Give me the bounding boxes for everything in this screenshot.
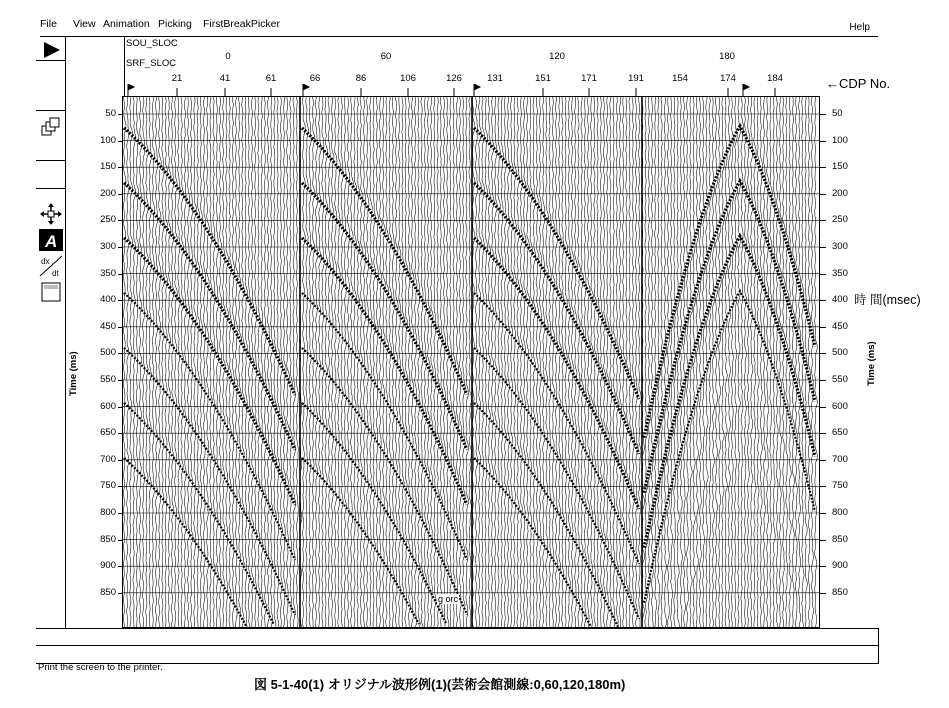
srf-sloc-label: SRF_SLOC bbox=[126, 58, 177, 69]
svg-text:A: A bbox=[45, 232, 58, 251]
seismic-trace bbox=[696, 96, 699, 627]
seismic-trace bbox=[507, 96, 510, 627]
time-tick-label: 700 bbox=[832, 453, 848, 465]
seismic-trace bbox=[376, 96, 379, 627]
seismic-trace bbox=[357, 96, 360, 627]
seismic-trace bbox=[322, 96, 325, 627]
seismic-trace bbox=[331, 96, 334, 627]
toolbar-divider bbox=[36, 60, 65, 61]
seismic-trace bbox=[488, 96, 491, 627]
seismic-trace bbox=[712, 96, 715, 627]
seismic-trace bbox=[239, 96, 242, 627]
seismic-trace bbox=[786, 96, 789, 627]
sou-sloc-label: SOU_SLOC bbox=[126, 38, 178, 49]
seismic-trace bbox=[130, 96, 133, 627]
seismic-trace bbox=[399, 96, 402, 627]
seismic-trace bbox=[539, 96, 541, 627]
seismic-trace bbox=[795, 96, 798, 627]
time-tick-label: 850 bbox=[100, 586, 116, 598]
time-tick bbox=[820, 593, 826, 594]
time-tick bbox=[820, 486, 826, 487]
seismic-trace bbox=[421, 96, 424, 627]
time-tick-label: 50 bbox=[105, 108, 116, 119]
seismic-trace bbox=[274, 96, 277, 627]
toolbar-divider bbox=[36, 110, 65, 111]
seismic-trace bbox=[386, 96, 389, 627]
time-tick-label: 200 bbox=[100, 187, 116, 199]
time-tick-label: 150 bbox=[100, 161, 116, 173]
annotate-icon[interactable] bbox=[38, 228, 64, 252]
srf-value: 61 bbox=[265, 73, 277, 84]
seismic-trace bbox=[213, 96, 216, 627]
seismic-trace bbox=[725, 96, 727, 627]
tool-palette bbox=[36, 36, 66, 629]
seismic-trace bbox=[680, 96, 683, 627]
seismic-trace bbox=[427, 96, 430, 627]
time-tick-label: 500 bbox=[832, 347, 848, 359]
play-icon[interactable] bbox=[38, 38, 64, 62]
time-tick bbox=[820, 513, 826, 514]
seismic-trace bbox=[479, 96, 482, 627]
seismic-trace bbox=[431, 96, 434, 627]
menu-firstbreakpicker[interactable]: FirstBreakPicker bbox=[203, 18, 281, 30]
seismic-trace bbox=[210, 96, 213, 627]
seismic-trace bbox=[587, 96, 590, 627]
seismic-trace bbox=[456, 96, 459, 627]
time-tick-label: 500 bbox=[100, 347, 116, 359]
seismic-trace bbox=[562, 96, 565, 627]
srf-value: 184 bbox=[767, 73, 783, 84]
seismic-trace bbox=[533, 96, 536, 627]
seismic-trace bbox=[171, 96, 174, 627]
time-tick bbox=[820, 167, 826, 168]
seismic-trace bbox=[159, 96, 162, 627]
seismic-trace bbox=[738, 96, 741, 627]
seismic-trace bbox=[223, 96, 226, 627]
seismic-trace bbox=[155, 96, 158, 627]
seismic-trace bbox=[437, 96, 440, 627]
seismic-trace bbox=[747, 96, 750, 627]
srf-value: 41 bbox=[219, 73, 231, 84]
time-tick-label: 400 bbox=[100, 294, 116, 306]
time-axis-left bbox=[66, 96, 122, 628]
seismic-trace bbox=[767, 96, 770, 627]
seismic-trace bbox=[699, 96, 701, 627]
seismic-trace bbox=[383, 96, 386, 627]
time-tick-label: 700 bbox=[100, 453, 116, 465]
seismic-trace bbox=[527, 96, 530, 627]
srf-value: 106 bbox=[400, 73, 416, 84]
seismic-trace bbox=[498, 96, 501, 627]
seismic-trace bbox=[549, 96, 551, 627]
seismic-trace bbox=[194, 96, 197, 627]
seismic-trace bbox=[664, 96, 667, 627]
seismic-trace bbox=[139, 96, 142, 627]
time-tick bbox=[820, 247, 826, 248]
seismic-trace bbox=[536, 96, 539, 627]
time-tick-label: 750 bbox=[832, 480, 848, 492]
time-tick bbox=[820, 114, 826, 115]
time-axis-right bbox=[820, 96, 880, 628]
seismic-trace bbox=[555, 96, 558, 627]
seismic-trace bbox=[568, 96, 571, 627]
seismic-trace bbox=[443, 96, 446, 627]
time-tick-label: 650 bbox=[100, 427, 116, 439]
seismic-trace bbox=[616, 96, 619, 627]
seismic-trace bbox=[283, 96, 286, 627]
toolbar-divider bbox=[36, 188, 65, 189]
status-bar: Print the screen to the printer. bbox=[38, 662, 163, 673]
seismic-trace bbox=[162, 96, 165, 627]
srf-value: 174 bbox=[720, 73, 736, 84]
message-area bbox=[36, 628, 879, 664]
time-tick-label: 200 bbox=[832, 187, 848, 199]
time-tick-label: 800 bbox=[100, 507, 116, 518]
time-tick-label: 150 bbox=[832, 161, 848, 173]
seismic-trace bbox=[607, 96, 610, 627]
time-tick bbox=[820, 353, 826, 354]
seismic-trace bbox=[584, 96, 586, 627]
srf-value: 126 bbox=[446, 73, 462, 84]
time-tick bbox=[820, 141, 826, 142]
seismic-trace bbox=[552, 96, 555, 627]
seismic-trace bbox=[191, 96, 194, 627]
move-icon[interactable] bbox=[38, 202, 64, 226]
seismic-trace bbox=[463, 96, 466, 627]
time-tick bbox=[820, 327, 826, 328]
srf-value: 171 bbox=[581, 73, 597, 84]
seismic-trace bbox=[335, 96, 337, 627]
seismic-traces bbox=[123, 96, 817, 627]
seismic-trace bbox=[216, 96, 219, 627]
reflection-events bbox=[124, 126, 815, 627]
seismic-trace bbox=[603, 96, 606, 627]
time-tick-label: 600 bbox=[100, 400, 116, 412]
seismic-trace bbox=[200, 96, 203, 627]
sou-value: 60 bbox=[380, 51, 392, 62]
seismic-trace bbox=[338, 96, 341, 627]
time-tick-label: 450 bbox=[832, 320, 848, 332]
seismic-trace bbox=[123, 96, 126, 627]
seismic-trace bbox=[264, 96, 267, 627]
sou-value: 0 bbox=[225, 51, 231, 62]
seismic-trace bbox=[152, 96, 154, 627]
seismic-trace bbox=[354, 96, 357, 627]
seismic-trace bbox=[811, 96, 813, 627]
seismic-trace bbox=[226, 96, 229, 627]
srf-value: 154 bbox=[672, 73, 688, 84]
seismic-trace bbox=[168, 96, 171, 627]
seismic-trace bbox=[415, 96, 418, 627]
seismic-trace bbox=[610, 96, 612, 627]
seismic-trace bbox=[133, 96, 136, 627]
seismic-trace bbox=[773, 96, 775, 627]
time-tick bbox=[820, 380, 826, 381]
sou-value: 180 bbox=[719, 51, 735, 62]
seismic-trace bbox=[363, 96, 366, 627]
seismic-trace bbox=[267, 96, 270, 627]
srf-value: 21 bbox=[171, 73, 183, 84]
srf-value: 131 bbox=[487, 73, 503, 84]
seismic-trace bbox=[325, 96, 328, 627]
seismic-trace bbox=[523, 96, 526, 627]
srf-value: 66 bbox=[309, 73, 321, 84]
seismic-trace bbox=[229, 96, 232, 627]
time-tick bbox=[820, 220, 826, 221]
seismic-trace bbox=[613, 96, 616, 627]
windows-icon[interactable] bbox=[38, 116, 64, 140]
seismic-trace bbox=[242, 96, 245, 627]
seismic-trace bbox=[232, 96, 235, 627]
seismic-trace bbox=[235, 96, 238, 627]
seismic-trace bbox=[741, 96, 744, 627]
seismic-trace bbox=[757, 96, 760, 627]
seismic-trace bbox=[146, 96, 149, 627]
seismic-trace bbox=[501, 96, 504, 627]
seismic-trace bbox=[815, 96, 818, 627]
seismic-trace bbox=[808, 96, 811, 627]
seismic-trace bbox=[408, 96, 410, 627]
seismic-trace bbox=[466, 96, 469, 627]
seismic-trace bbox=[258, 96, 261, 627]
seismic-trace bbox=[143, 96, 146, 627]
seismic-section[interactable] bbox=[122, 96, 820, 628]
time-tick bbox=[820, 433, 826, 434]
seismic-trace bbox=[411, 96, 414, 627]
seismic-trace bbox=[671, 96, 674, 627]
seismic-trace bbox=[667, 96, 669, 627]
seismic-trace bbox=[719, 96, 722, 627]
time-axis-title: Time (ms) bbox=[866, 341, 877, 386]
seismic-trace bbox=[683, 96, 686, 627]
seismic-trace bbox=[187, 96, 189, 627]
reflection-event bbox=[124, 128, 295, 395]
seismic-trace bbox=[722, 96, 725, 627]
seismic-trace bbox=[360, 96, 363, 627]
seismic-trace bbox=[799, 96, 801, 627]
srf-value: 86 bbox=[355, 73, 367, 84]
seismic-trace bbox=[693, 96, 696, 627]
time-tick-label: 800 bbox=[832, 507, 848, 518]
time-tick-label: 900 bbox=[100, 560, 116, 572]
time-tick-label: 850 bbox=[832, 586, 848, 598]
seismic-trace bbox=[495, 96, 498, 627]
seismic-trace bbox=[149, 96, 152, 627]
time-tick-label: 250 bbox=[832, 214, 848, 226]
seismic-trace bbox=[715, 96, 718, 627]
time-tick bbox=[820, 274, 826, 275]
seismic-trace bbox=[306, 96, 309, 627]
reflection-event bbox=[302, 238, 467, 505]
menu-help[interactable]: Help bbox=[849, 22, 870, 33]
seismic-trace bbox=[744, 96, 747, 627]
time-tick-label: 550 bbox=[100, 374, 116, 385]
seismic-trace bbox=[581, 96, 584, 627]
seismic-trace bbox=[648, 96, 651, 627]
seismic-trace bbox=[751, 96, 754, 627]
seismic-trace bbox=[447, 96, 450, 627]
svg-text:dx: dx bbox=[41, 257, 50, 266]
time-tick-label: 100 bbox=[832, 134, 848, 146]
toolbar-divider bbox=[36, 160, 65, 161]
menu-view[interactable]: View bbox=[73, 18, 96, 30]
seismic-trace bbox=[783, 96, 786, 627]
menu-picking[interactable]: Picking bbox=[158, 18, 192, 30]
derivative-icon[interactable] bbox=[38, 254, 64, 278]
seismic-trace bbox=[418, 96, 421, 627]
seismic-trace bbox=[754, 96, 756, 627]
srf-value: 151 bbox=[535, 73, 551, 84]
seismic-trace bbox=[635, 96, 638, 627]
time-tick bbox=[820, 566, 826, 567]
time-axis-title: Time (ms) bbox=[68, 351, 79, 396]
seismic-trace bbox=[319, 96, 322, 627]
seismic-trace bbox=[303, 96, 306, 627]
seismic-trace bbox=[731, 96, 734, 627]
time-tick bbox=[820, 407, 826, 408]
seismic-trace bbox=[178, 96, 181, 627]
time-tick-label: 400 bbox=[832, 294, 848, 306]
seismic-trace bbox=[591, 96, 594, 627]
time-tick bbox=[820, 300, 826, 301]
seismic-trace bbox=[293, 96, 296, 627]
seismic-trace bbox=[504, 96, 507, 627]
seismic-trace bbox=[735, 96, 738, 627]
seismic-trace bbox=[309, 96, 312, 627]
seismic-trace bbox=[690, 96, 693, 627]
menu-file[interactable]: File bbox=[40, 18, 57, 30]
seismic-trace bbox=[760, 96, 763, 627]
jp-time-label: 時 間(msec) bbox=[854, 293, 921, 307]
time-tick-label: 50 bbox=[832, 108, 843, 119]
header-divider bbox=[124, 36, 878, 37]
seismic-trace bbox=[402, 96, 405, 627]
seismic-trace bbox=[127, 96, 130, 627]
svg-text:dt: dt bbox=[52, 269, 59, 278]
seismic-trace bbox=[779, 96, 782, 627]
overlay-label: g orc bbox=[438, 594, 459, 604]
seismic-trace bbox=[280, 96, 283, 627]
time-tick-label: 750 bbox=[100, 480, 116, 492]
time-tick-label: 650 bbox=[832, 427, 848, 439]
seismic-trace bbox=[475, 96, 477, 627]
time-tick bbox=[820, 460, 826, 461]
seismic-trace bbox=[245, 96, 248, 627]
seismic-trace bbox=[389, 96, 392, 627]
seismic-trace bbox=[379, 96, 382, 627]
time-tick-label: 850 bbox=[832, 533, 848, 545]
time-tick-label: 900 bbox=[832, 560, 848, 572]
seismic-trace bbox=[207, 96, 210, 627]
time-tick bbox=[820, 194, 826, 195]
seismic-trace bbox=[370, 96, 373, 627]
time-tick-label: 100 bbox=[100, 134, 116, 146]
seismic-trace bbox=[776, 96, 779, 627]
time-tick-label: 350 bbox=[832, 267, 848, 279]
time-tick-label: 550 bbox=[832, 374, 848, 385]
figure-caption: 図 5-1-40(1) オリジナル波形例(1)(芸術会館測線:0,60,120,180m) bbox=[254, 677, 626, 692]
seismic-trace bbox=[639, 96, 642, 627]
time-tick-label: 850 bbox=[100, 533, 116, 545]
seismic-trace bbox=[575, 96, 578, 627]
time-tick-label: 300 bbox=[100, 241, 116, 252]
seismic-trace bbox=[203, 96, 205, 627]
time-tick-label: 450 bbox=[100, 320, 116, 332]
seismic-trace bbox=[296, 96, 298, 627]
seismic-trace bbox=[261, 96, 264, 627]
time-tick-label: 350 bbox=[100, 267, 116, 279]
header-ticks bbox=[122, 84, 822, 96]
seismic-trace bbox=[255, 96, 258, 627]
seismic-trace bbox=[511, 96, 514, 627]
seismic-trace bbox=[651, 96, 654, 627]
display-icon[interactable] bbox=[38, 280, 64, 304]
seismic-trace bbox=[728, 96, 731, 627]
seismic-trace bbox=[248, 96, 251, 627]
seismic-trace bbox=[482, 96, 485, 627]
seismic-trace bbox=[792, 96, 795, 627]
seismic-trace bbox=[687, 96, 690, 627]
seismic-trace bbox=[543, 96, 546, 627]
seismic-trace bbox=[677, 96, 680, 627]
seismic-trace bbox=[434, 96, 436, 627]
reflection-event bbox=[302, 128, 467, 395]
seismic-trace bbox=[450, 96, 453, 627]
seismic-trace bbox=[571, 96, 574, 627]
cdp-number-label: ←CDP No. bbox=[826, 76, 891, 91]
seismic-trace bbox=[328, 96, 331, 627]
seismic-trace bbox=[629, 96, 632, 627]
srf-value: 191 bbox=[628, 73, 644, 84]
seismic-trace bbox=[440, 96, 443, 627]
seismic-trace bbox=[367, 96, 369, 627]
seismic-trace bbox=[453, 96, 456, 627]
seismic-trace bbox=[559, 96, 562, 627]
seismic-trace bbox=[703, 96, 706, 627]
seismic-trace bbox=[181, 96, 184, 627]
sou-value: 120 bbox=[549, 51, 565, 62]
seismic-trace bbox=[520, 96, 523, 627]
time-tick-label: 600 bbox=[832, 400, 848, 412]
time-tick bbox=[820, 540, 826, 541]
seismic-trace bbox=[626, 96, 629, 627]
seismic-trace bbox=[546, 96, 549, 627]
menu-animation[interactable]: Animation bbox=[103, 18, 150, 30]
seismic-trace bbox=[351, 96, 354, 627]
time-tick-label: 300 bbox=[832, 241, 848, 252]
seismic-trace bbox=[347, 96, 350, 627]
seismic-trace bbox=[600, 96, 603, 627]
seismic-trace bbox=[271, 96, 274, 627]
seismic-trace bbox=[175, 96, 178, 627]
seismic-trace bbox=[491, 96, 494, 627]
time-tick-label: 250 bbox=[100, 214, 116, 226]
menu-bar bbox=[40, 14, 878, 37]
